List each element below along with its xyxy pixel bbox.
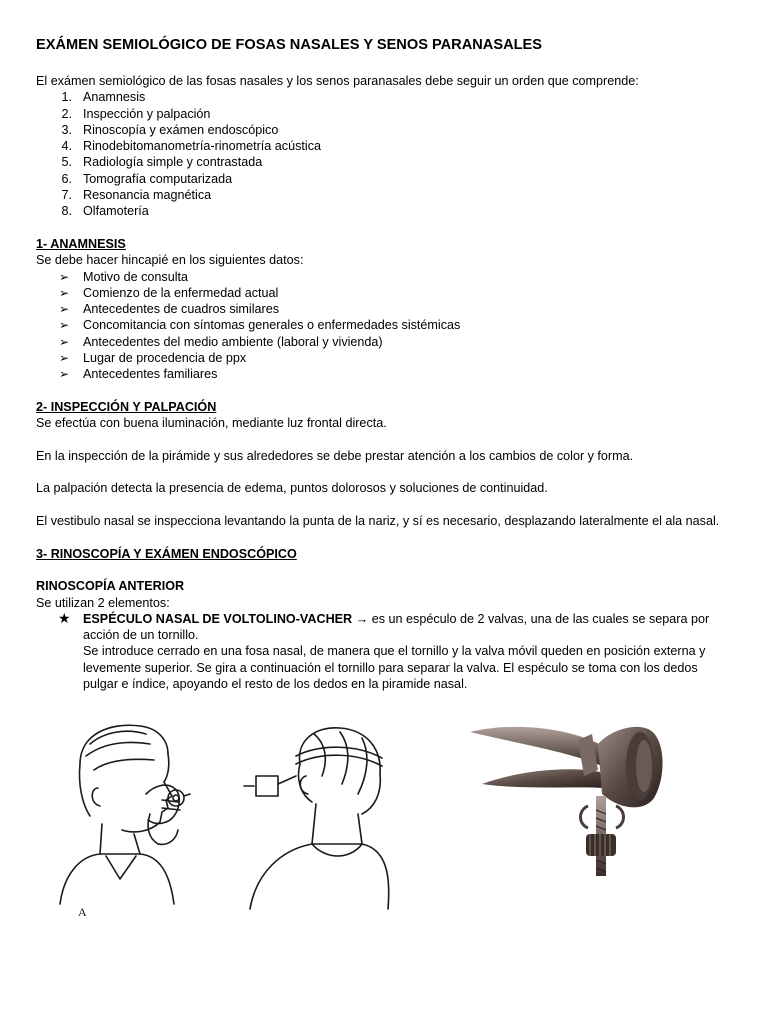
list-item: ➢ Antecedentes de cuadros similares (59, 302, 280, 317)
figure-label: A (78, 905, 87, 919)
arrowhead-bullet-icon: ➢ (59, 285, 70, 300)
document-page (36, 36, 736, 692)
list-item (36, 611, 736, 692)
list-item: 5. Radiología simple y contrastada (61, 155, 263, 170)
paragraph: Se efectúa con buena iluminación, mediante luz frontal directa. (36, 416, 387, 431)
list-item: 8. Olfamotería (61, 204, 149, 219)
anamnesis-list (36, 269, 736, 383)
list-item: 2. Inspección y palpación (61, 106, 211, 121)
section-heading-inspeccion: 2- INSPECCIÓN Y PALPACIÓN (36, 399, 217, 414)
section-heading-anamnesis: 1- ANAMNESIS (36, 236, 126, 251)
section-lead: Se debe hacer hincapié en los siguientes datos: (36, 253, 304, 268)
head-mirror-illustration (50, 704, 390, 919)
star-bullet-icon: ★ (58, 610, 71, 627)
list-item: 3. Rinoscopía y exámen endoscópico (61, 122, 279, 137)
exam-order-list (36, 89, 736, 219)
list-item: ➢ Antecedentes del medio ambiente (laboral y vivienda) (59, 334, 383, 349)
arrowhead-bullet-icon: ➢ (59, 367, 70, 382)
elements-list (36, 611, 736, 692)
list-item: ➢ Comienzo de la enfermedad actual (59, 285, 279, 300)
list-item: 4. Rinodebitomanometría-rinometría acústica (61, 139, 321, 154)
arrowhead-bullet-icon: ➢ (59, 302, 70, 317)
arrowhead-bullet-icon: ➢ (59, 269, 70, 284)
list-item: ➢ Concomitancia con síntomas generales o enfermedades sistémicas (59, 318, 461, 333)
figures-row (50, 704, 730, 920)
speculum-usage: Se introduce cerrado en una fosa nasal, de manera que el tornillo y la valva móvil queden en posición externa y levemente superior. Se gira a continuación el tornillo para separar la valva. El espéculo se toma con los dedos pulgar e índice, apoyando el resto de los dedos en la piramide nasal. (83, 644, 706, 691)
section-lead: Se utilizan 2 elementos: (36, 595, 170, 610)
subheading-rinoscopia-anterior: RINOSCOPÍA ANTERIOR (36, 579, 185, 594)
paragraph: La palpación detecta la presencia de edema, puntos dolorosos y soluciones de continuidad. (36, 481, 548, 496)
list-item: 7. Resonancia magnética (61, 188, 212, 203)
paragraph: En la inspección de la pirámide y sus alrededores se debe prestar atención a los cambios de color y forma. (36, 448, 634, 463)
section-heading-rinoscopia: 3- RINOSCOPÍA Y EXÁMEN ENDOSCÓPICO (36, 546, 297, 561)
list-item: ➢ Motivo de consulta (59, 269, 189, 284)
speculum-description: es un espéculo de 2 valvas, una de las cuales se separa por acción de un tornillo. (83, 611, 710, 643)
right-arrow-icon: → (355, 611, 369, 626)
speculum-name: ESPÉCULO NASAL DE VOLTOLINO-VACHER (83, 611, 353, 626)
list-item: ➢ Antecedentes familiares (59, 367, 218, 382)
arrowhead-bullet-icon: ➢ (59, 318, 70, 333)
arrowhead-bullet-icon: ➢ (59, 334, 70, 349)
nasal-speculum-photo (460, 710, 680, 910)
list-item: 1. Anamnesis (61, 90, 146, 105)
paragraph: El vestibulo nasal se inspecciona levantando la punta de la nariz, y sí es necesario, desplazando lateralmente el ala nasal. (36, 514, 720, 529)
page-title: EXÁMEN SEMIOLÓGICO DE FOSAS NASALES Y SENOS PARANASALES (36, 37, 542, 53)
list-item: 6. Tomografía computarizada (61, 171, 233, 186)
arrowhead-bullet-icon: ➢ (59, 351, 70, 366)
list-item: ➢ Lugar de procedencia de ppx (59, 351, 247, 366)
intro-paragraph: El exámen semiológico de las fosas nasales y los senos paranasales debe seguir un orden que comprende: (36, 74, 639, 88)
